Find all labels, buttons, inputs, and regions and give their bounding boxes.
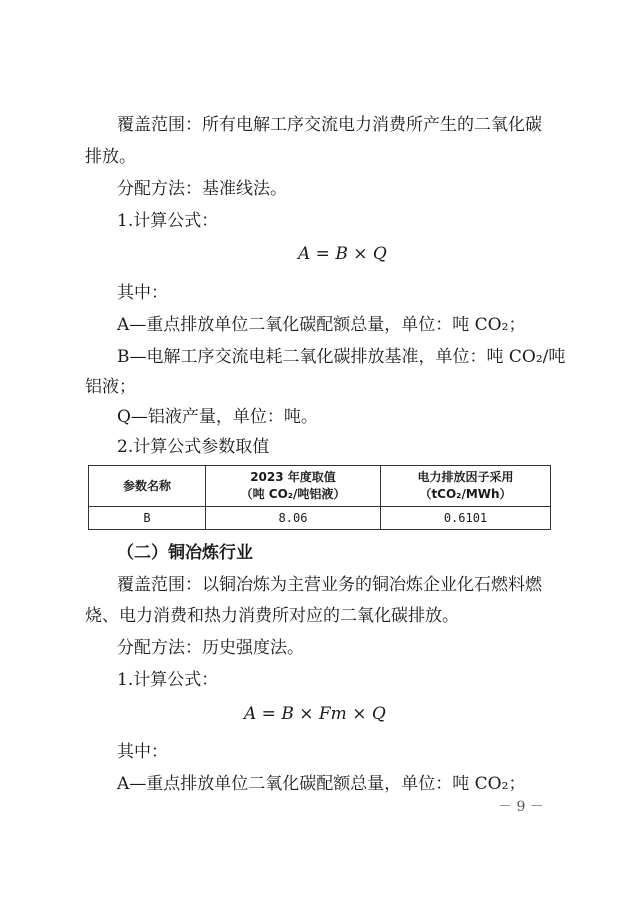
table-cell: 8.06 (206, 507, 381, 530)
table-header-row (89, 466, 551, 507)
parameter-table (88, 465, 551, 530)
table-header-param: 参数名称 (89, 466, 206, 507)
formula-heading2: 1.计算公式： (117, 670, 219, 690)
formula-1: A = B × Q (298, 244, 387, 264)
where-label: 其中： (117, 283, 168, 303)
where-label2: 其中： (117, 742, 168, 762)
definition-b-line2: 铝液； (85, 377, 136, 397)
definition-q: Q—铝液产量，单位：吨。 (117, 407, 318, 427)
table-row (89, 507, 551, 530)
definition-b-line1: B—电解工序交流电耗二氧化碳排放基准，单位：吨 CO₂/吨 (117, 347, 566, 367)
definition-a2: A—重点排放单位二氧化碳配额总量，单位：吨 CO₂； (117, 774, 526, 794)
paragraph-coverage2-line2: 烧、电力消费和热力消费所对应的二氧化碳排放。 (85, 606, 459, 626)
page-number: － 9 － (498, 799, 544, 815)
paragraph-coverage-line1: 覆盖范围：所有电解工序交流电力消费所产生的二氧化碳 (117, 115, 542, 135)
formula-heading: 1.计算公式： (117, 211, 219, 231)
definition-a: A—重点排放单位二氧化碳配额总量，单位：吨 CO₂； (117, 315, 526, 335)
paragraph-allocation2: 分配方法：历史强度法。 (117, 638, 304, 658)
table-cell: 0.6101 (381, 507, 551, 530)
parameter-heading: 2.计算公式参数取值 (117, 437, 270, 457)
table-header-factor: 电力排放因子采用 （tCO₂/MWh） (381, 466, 551, 507)
paragraph-coverage-line2: 排放。 (85, 147, 136, 167)
table-cell: B (89, 507, 206, 530)
section-heading-copper: （二）铜冶炼行业 (117, 543, 253, 563)
paragraph-coverage2-line1: 覆盖范围：以铜冶炼为主营业务的铜冶炼企业化石燃料燃 (117, 575, 542, 595)
formula-2: A = B × Fm × Q (244, 704, 386, 724)
table-header-value: 2023 年度取值 （吨 CO₂/吨铝液） (206, 466, 381, 507)
paragraph-allocation: 分配方法：基准线法。 (117, 179, 287, 199)
